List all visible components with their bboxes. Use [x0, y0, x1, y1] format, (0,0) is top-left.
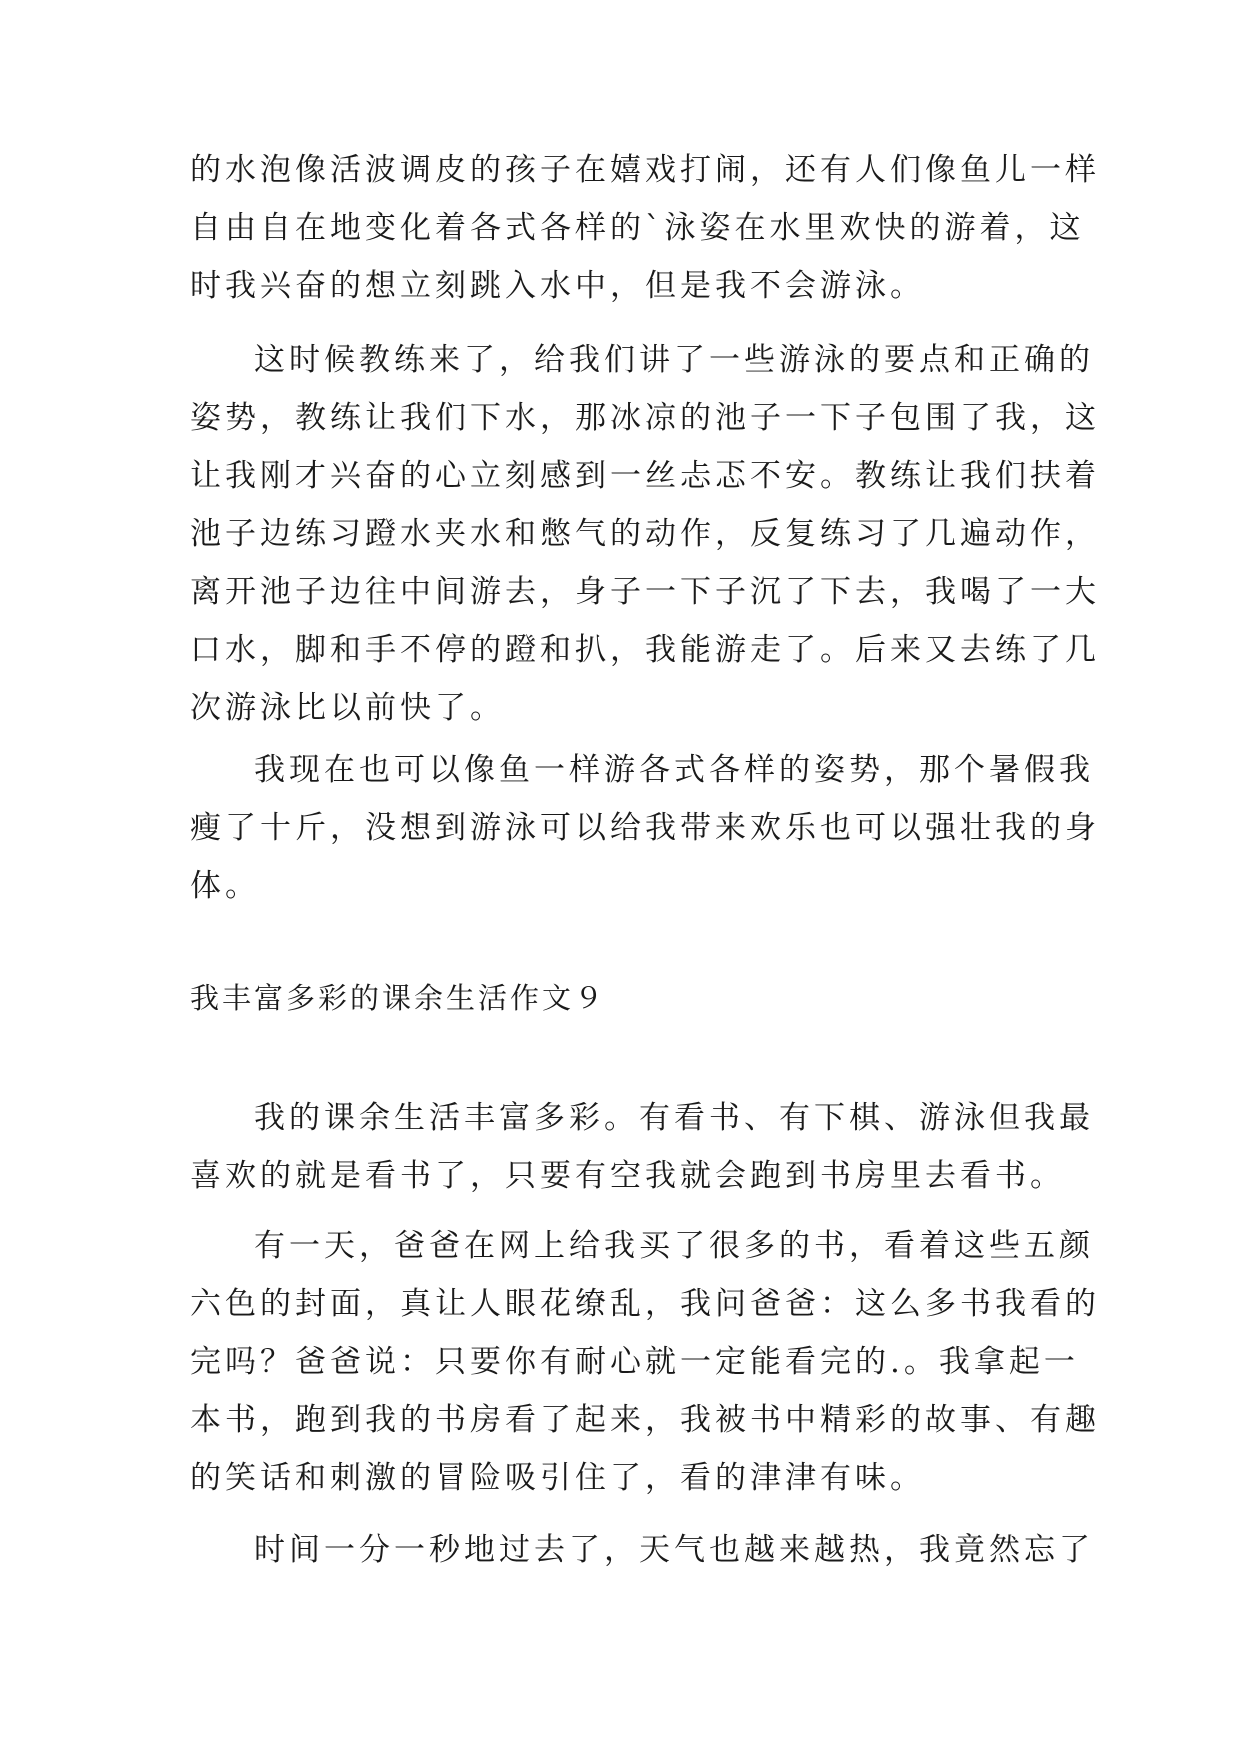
paragraph-start-line: 我的课余生活丰富多彩。有看书、有下棋、游泳但我最 [254, 1100, 1094, 1136]
body-line: 的水泡像活波调皮的孩子在嬉戏打闹，还有人们像鱼儿一样 [190, 152, 1100, 188]
paragraph-start-line: 有一天，爸爸在网上给我买了很多的书，看着这些五颜 [254, 1228, 1094, 1264]
body-line: 的笑话和刺激的冒险吸引住了，看的津津有味。 [190, 1460, 925, 1496]
paragraph-start-line: 这时候教练来了，给我们讲了一些游泳的要点和正确的 [254, 342, 1094, 378]
paragraph-start-line: 我现在也可以像鱼一样游各式各样的姿势，那个暑假我 [254, 752, 1094, 788]
body-line: 时我兴奋的想立刻跳入水中，但是我不会游泳。 [190, 268, 925, 304]
body-line: 池子边练习蹬水夹水和憋气的动作，反复练习了几遍动作， [190, 516, 1100, 552]
body-line: 喜欢的就是看书了，只要有空我就会跑到书房里去看书。 [190, 1158, 1065, 1194]
body-line: 体。 [190, 868, 260, 904]
body-line: 瘦了十斤，没想到游泳可以给我带来欢乐也可以强壮我的身 [190, 810, 1100, 846]
body-line: 口水，脚和手不停的蹬和扒，我能游走了。后来又去练了几 [190, 632, 1100, 668]
body-line: 离开池子边往中间游去，身子一下子沉了下去，我喝了一大 [190, 574, 1100, 610]
body-line: 本书，跑到我的书房看了起来，我被书中精彩的故事、有趣 [190, 1402, 1100, 1438]
paragraph-start-line: 时间一分一秒地过去了，天气也越来越热，我竟然忘了 [254, 1532, 1094, 1568]
body-line: 六色的封面，真让人眼花缭乱，我问爸爸：这么多书我看的 [190, 1286, 1100, 1322]
section-heading: 我丰富多彩的课余生活作文９ [190, 981, 607, 1015]
body-line: 自由自在地变化着各式各样的`泳姿在水里欢快的游着，这 [190, 210, 1085, 246]
body-line: 完吗？爸爸说：只要你有耐心就一定能看完的.。我拿起一 [190, 1344, 1079, 1380]
body-line: 姿势，教练让我们下水，那冰凉的池子一下子包围了我，这 [190, 400, 1100, 436]
body-line: 让我刚才兴奋的心立刻感到一丝忐忑不安。教练让我们扶着 [190, 458, 1100, 494]
body-line: 次游泳比以前快了。 [190, 690, 505, 726]
